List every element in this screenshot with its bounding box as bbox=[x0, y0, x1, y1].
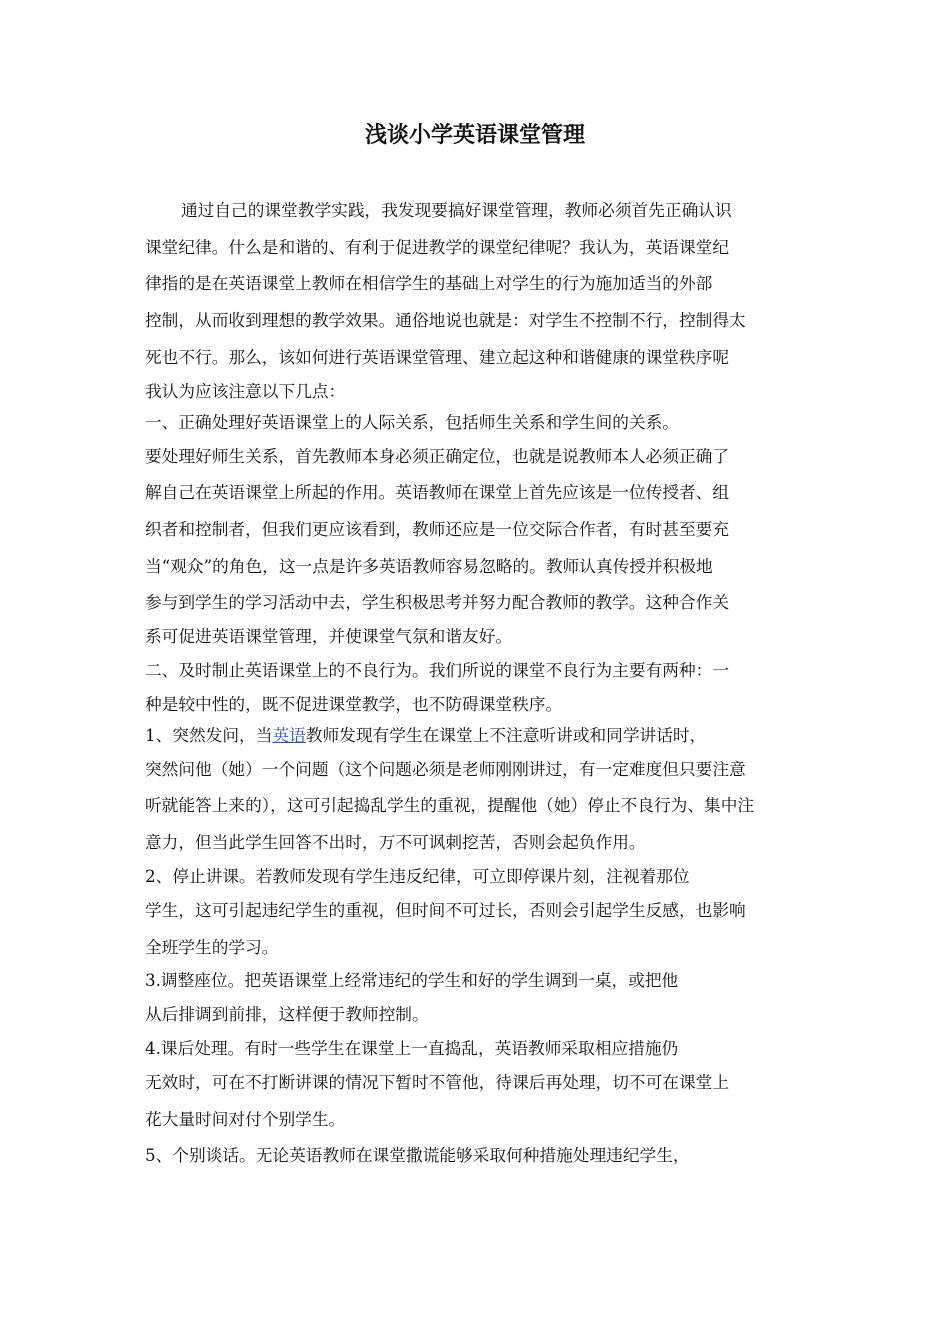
list-item-line: 3.调整座位。把英语课堂上经常违纪的学生和好的学生调到一桌，或把他 bbox=[145, 970, 679, 991]
paragraph-line: 我认为应该注意以下几点： bbox=[145, 380, 346, 401]
paragraph-line: 参与到学生的学习活动中去，学生积极思考并努力配合教师的教学。这种合作关 bbox=[145, 592, 730, 613]
paragraph-line: 通过自己的课堂教学实践，我发现要搞好课堂管理，教师必须首先正确认识 bbox=[181, 200, 732, 220]
paragraph-line: 死也不行。那么，该如何进行英语课堂管理、建立起这种和谐健康的课堂秩序呢 bbox=[145, 346, 730, 367]
paragraph-line: 花大量时间对付个别学生。 bbox=[145, 1108, 346, 1129]
english-link[interactable]: 英语 bbox=[272, 724, 306, 745]
paragraph-line: 课堂纪律。什么是和谐的、有利于促进教学的课堂纪律呢？我认为，英语课堂纪 bbox=[145, 236, 730, 257]
document-body bbox=[145, 192, 813, 1174]
list-item-line: 4.课后处理。有时一些学生在课堂上一直捣乱，英语教师采取相应措施仍 bbox=[145, 1037, 679, 1058]
list-item-line: 2、停止讲课。若教师发现有学生违反纪律，可立即停课片刻，注视着那位 bbox=[145, 865, 690, 886]
paragraph-line: 织者和控制者，但我们更应该看到，教师还应是一位交际合作者，有时甚至要充 bbox=[145, 518, 730, 539]
paragraph-line: 突然问他（她）一个问题（这个问题必须是老师刚刚讲过，有一定难度但只要注意 bbox=[145, 758, 746, 779]
text-span: 教师发现有学生在课堂上不注意听讲或和同学讲话时， bbox=[305, 724, 707, 745]
paragraph-line: 系可促进英语课堂管理，并使课堂气氛和谐友好。 bbox=[145, 626, 513, 647]
paragraph-line: 学生，这可引起违纪学生的重视，但时间不可过长，否则会引起学生反感，也影响 bbox=[145, 899, 746, 920]
paragraph-line: 无效时，可在不打断讲课的情况下暂时不管他，待课后再处理，切不可在课堂上 bbox=[145, 1071, 730, 1092]
paragraph-line: 律指的是在英语课堂上教师在相信学生的基础上对学生的行为施加适当的外部 bbox=[145, 273, 713, 294]
list-item-line: 5、个别谈话。无论英语教师在课堂撒谎能够采取何种措施处理违纪学生， bbox=[145, 1145, 690, 1166]
text-span: 1、突然发问，当 bbox=[145, 724, 273, 745]
paragraph-line: 意力，但当此学生回答不出时，万不可讽刺挖苦，否则会起负作用。 bbox=[145, 832, 646, 853]
paragraph-line: 控制，从而收到理想的教学效果。通俗地说也就是：对学生不控制不行，控制得太 bbox=[145, 310, 746, 331]
paragraph-line: 从后排调到前排，这样便于教师控制。 bbox=[145, 1004, 429, 1025]
paragraph-line: 解自己在英语课堂上所起的作用。英语教师在课堂上首先应该是一位传授者、组 bbox=[145, 482, 730, 503]
paragraph-line: 要处理好师生关系，首先教师本身必须正确定位，也就是说教师本人必须正确了 bbox=[145, 445, 730, 466]
paragraph-line: 听就能答上来的），这可引起捣乱学生的重视，提醒他（她）停止不良行为、集中注 bbox=[145, 795, 755, 816]
section-heading: 二、及时制止英语课堂上的不良行为。我们所说的课堂不良行为主要有两种：一 bbox=[145, 660, 730, 681]
paragraph-line: 种是较中性的，既不促进课堂教学，也不防碍课堂秩序。 bbox=[145, 693, 563, 714]
section-heading: 一、正确处理好英语课堂上的人际关系，包括师生关系和学生间的关系。 bbox=[145, 411, 679, 432]
paragraph-line: 当“观众”的角色，这一点是许多英语教师容易忽略的。教师认真传授并积极地 bbox=[145, 555, 713, 576]
document-title: 浅谈小学英语课堂管理 bbox=[364, 122, 585, 148]
paragraph-line: 全班学生的学习。 bbox=[145, 936, 279, 957]
list-item-line bbox=[145, 720, 813, 751]
